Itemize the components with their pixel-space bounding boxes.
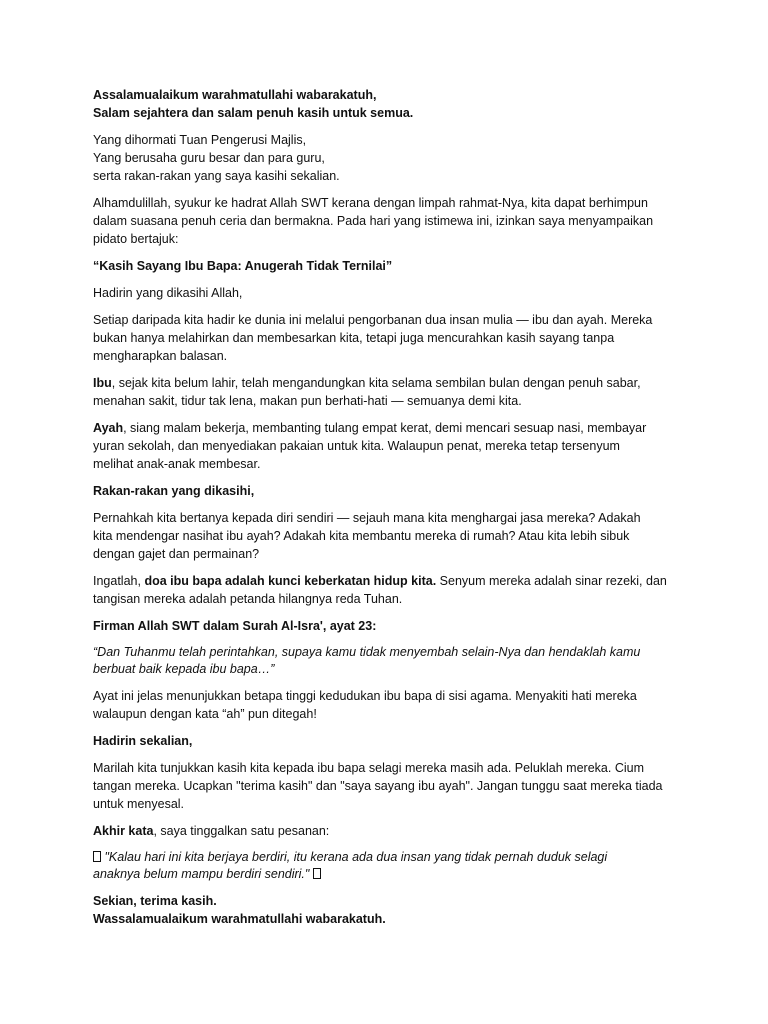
paragraph-ayat: Ayat ini jelas menunjukkan betapa tinggi kedudukan ibu bapa di sisi agama. Menyakiti hati mereka walaupun dengan kata “ah” pun ditegah!	[93, 689, 637, 721]
salutation-line-3: serta rakan-rakan yang saya kasihi sekalian.	[93, 169, 340, 183]
paragraph-action: Marilah kita tunjukkan kasih kita kepada ibu bapa selagi mereka masih ada. Peluklah mereka. Cium tangan mereka. Ucapkan "terima kasih" dan "saya sayang ibu ayah". Jangan tunggu saat mereka tiada untuk menyesal.	[93, 761, 663, 811]
firman-heading: Firman Allah SWT dalam Surah Al-Isra', ayat 23:	[93, 619, 377, 633]
missing-glyph-icon	[313, 868, 321, 879]
closing-label: Akhir kata	[93, 824, 154, 838]
greeting-line-2: Salam sejahtera dan salam penuh kasih untuk semua.	[93, 106, 414, 120]
intro-paragraph: Alhamdulillah, syukur ke hadrat Allah SWT kerana dengan limpah rahmat-Nya, kita dapat berhimpun dalam suasana penuh ceria dan bermakna. Pada hari yang istimewa ini, izinkan saya menyampaikan pidato bertajuk:	[93, 196, 654, 246]
paragraph-questions: Pernahkah kita bertanya kepada diri sendiri — sejauh mana kita menghargai jasa mereka? Adakah kita mendengar nasihat ibu ayah? Adakah kita membantu mereka di rumah? Atau kita lebih sibuk dengan gajet dan permainan?	[93, 511, 641, 561]
ayah-label: Ayah	[93, 421, 124, 435]
doa-lead: Ingatlah,	[93, 574, 145, 588]
closing-message	[93, 849, 693, 883]
greeting-line-1: Assalamualaikum warahmatullahi wabarakatuh,	[93, 88, 377, 102]
paragraph-doa	[93, 572, 693, 608]
ibu-label: Ibu	[93, 376, 112, 390]
ibu-text: , sejak kita belum lahir, telah mengandungkan kita selama sembilan bulan dengan penuh sabar, menahan sakit, tidur tak lena, makan pun berhati-hati — semuanya demi kita.	[93, 376, 641, 408]
speech-text	[93, 86, 693, 937]
address-rakan: Rakan-rakan yang dikasihi,	[93, 484, 255, 498]
signoff	[93, 892, 693, 928]
greeting	[93, 86, 693, 122]
paragraph-sacrifice: Setiap daripada kita hadir ke dunia ini melalui pengorbanan dua insan mulia — ibu dan ayah. Mereka bukan hanya melahirkan dan membesarkan kita, tetapi juga mencurahkan kasih sayang tanpa mengharapkan balasan.	[93, 313, 653, 363]
message-quote: "Kalau hari ini kita berjaya berdiri, itu kerana ada dua insan yang tidak pernah duduk selagi anaknya belum mampu berdiri sendiri."	[93, 850, 608, 881]
signoff-line-2: Wassalamualaikum warahmatullahi wabarakatuh.	[93, 912, 386, 926]
signoff-line-1: Sekian, terima kasih.	[93, 894, 217, 908]
paragraph-ayah	[93, 419, 693, 473]
address-hadirin-sekalian: Hadirin sekalian,	[93, 734, 193, 748]
ayah-text: , siang malam bekerja, membanting tulang empat kerat, demi mencari sesuap nasi, membayar yuran sekolah, dan menyediakan pakaian untuk kita. Walaupun penat, mereka tetap tersenyum melihat anak-anak membesar.	[93, 421, 647, 471]
salutation-line-1: Yang dihormati Tuan Pengerusi Majlis,	[93, 133, 307, 147]
salutation	[93, 131, 693, 185]
closing-text: , saya tinggalkan satu pesanan:	[153, 824, 330, 838]
doa-rest: Senyum mereka adalah sinar rezeki, dan tangisan mereka adalah petanda hilangnya reda Tuhan.	[93, 574, 667, 606]
missing-glyph-icon	[93, 851, 101, 862]
paragraph-closing	[93, 822, 693, 840]
address-hadirin: Hadirin yang dikasihi Allah,	[93, 286, 243, 300]
quran-quote: “Dan Tuhanmu telah perintahkan, supaya kamu tidak menyembah selain-Nya dan hendaklah kamu berbuat baik kepada ibu bapa…”	[93, 645, 641, 676]
paragraph-ibu	[93, 374, 693, 410]
doa-emphasis: doa ibu bapa adalah kunci keberkatan hidup kita.	[144, 574, 437, 588]
speech-title: “Kasih Sayang Ibu Bapa: Anugerah Tidak Ternilai”	[93, 259, 393, 273]
salutation-line-2: Yang berusaha guru besar dan para guru,	[93, 151, 325, 165]
